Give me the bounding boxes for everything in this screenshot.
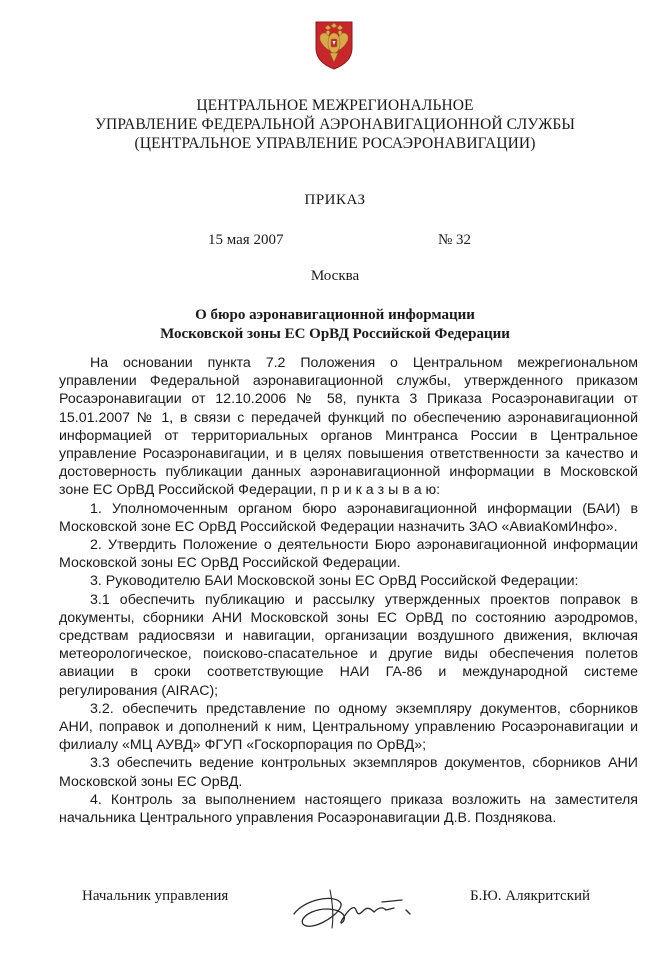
paragraph-item-3-3: 3.3 обеспечить ведение контрольных экземпляров документов, сборников АНИ Московской зоны ЕС ОрВД. [59, 755, 638, 790]
signatory-name: Б.Ю. Алякритский [470, 888, 591, 904]
subject-line-1: О бюро аэронавигационной информации [195, 307, 475, 323]
org-line-2: УПРАВЛЕНИЕ ФЕДЕРАЛЬНОЙ АЭРОНАВИГАЦИОННОЙ СЛУЖБЫ [94, 116, 575, 133]
signatory-position: Начальник управления [82, 888, 229, 904]
paragraph-item-2: 2. Утвердить Положение о деятельности Бюро аэронавигационной информации Московской зоны ЕС ОрВД Российской Федерации. [59, 537, 638, 572]
document-number: № 32 [438, 232, 472, 248]
coat-of-arms-icon [314, 20, 354, 70]
document-subject [0, 306, 670, 344]
paragraph-item-1: 1. Уполномоченным органом бюро аэронавигационной информации (БАИ) в Московской зоне ЕС ОрВД Российской Федерации назначить ЗАО «АвиаКомИнфо». [59, 500, 638, 535]
paragraph-preamble: На основании пункта 7.2 Положения о Центральном межрегиональном управлении Федеральной аэронавигационной службы, утвержденного приказом Росаэронавигации от 12.10.2006 № 58, пункта 3 Приказа Росаэронавигации от 15.01.2007 № 1, в связи с передачей функций по обеспечению аэронавигационной информацией от территориальных органов Минтранса России в Центральное управление Росаэронавигации, и в целях повышения ответственности за качество и достоверность публикации данных аэронавигационной информации в Московской зоне ЕС ОрВД Российской Федерации, п р и к а з ы в а ю: [59, 355, 638, 499]
paragraph-item-3: 3. Руководителю БАИ Московской зоны ЕС ОрВД Российской Федерации: [90, 573, 579, 590]
organization-name [40, 96, 630, 153]
document-type: ПРИКАЗ [304, 192, 366, 208]
paragraph-item-3-2: 3.2. обеспечить представление по одному экземпляру документов, сборников АНИ, поправок и дополнений к ним, Центральному управлению Росаэронавигации и филиалу «МЦ АУВД» ФГУП «Госкорпорация по ОрВД»; [59, 700, 638, 754]
document-city: Москва [310, 268, 360, 284]
handwritten-signature [282, 880, 432, 940]
document-body [59, 354, 638, 827]
subject-line-2: Московской зоны ЕС ОрВД Российской Федерации [160, 326, 510, 342]
paragraph-item-4: 4. Контроль за выполнением настоящего приказа возложить на заместителя начальника Центрального управления Росаэронавигации Д.В. Позднякова. [59, 791, 638, 827]
org-line-1: ЦЕНТРАЛЬНОЕ МЕЖРЕГИОНАЛЬНОЕ [196, 97, 474, 114]
document-date: 15 мая 2007 [208, 232, 284, 248]
org-line-3: (ЦЕНТРАЛЬНОЕ УПРАВЛЕНИЕ РОСАЭРОНАВИГАЦИИ) [134, 135, 536, 152]
paragraph-item-3-1: 3.1 обеспечить публикацию и рассылку утвержденных проектов поправок в документы, сборники АНИ Московской зоны ЕС ОрВД по состоянию аэродромов, средствам радиосвязи и навигации, организации воздушного движения, включая метеорологическое, поисково-спасательное и другие виды обеспечения полетов авиации в сроки соответствующие НАИ ГА-86 и международной системе регулирования (AIRAC); [59, 591, 638, 699]
